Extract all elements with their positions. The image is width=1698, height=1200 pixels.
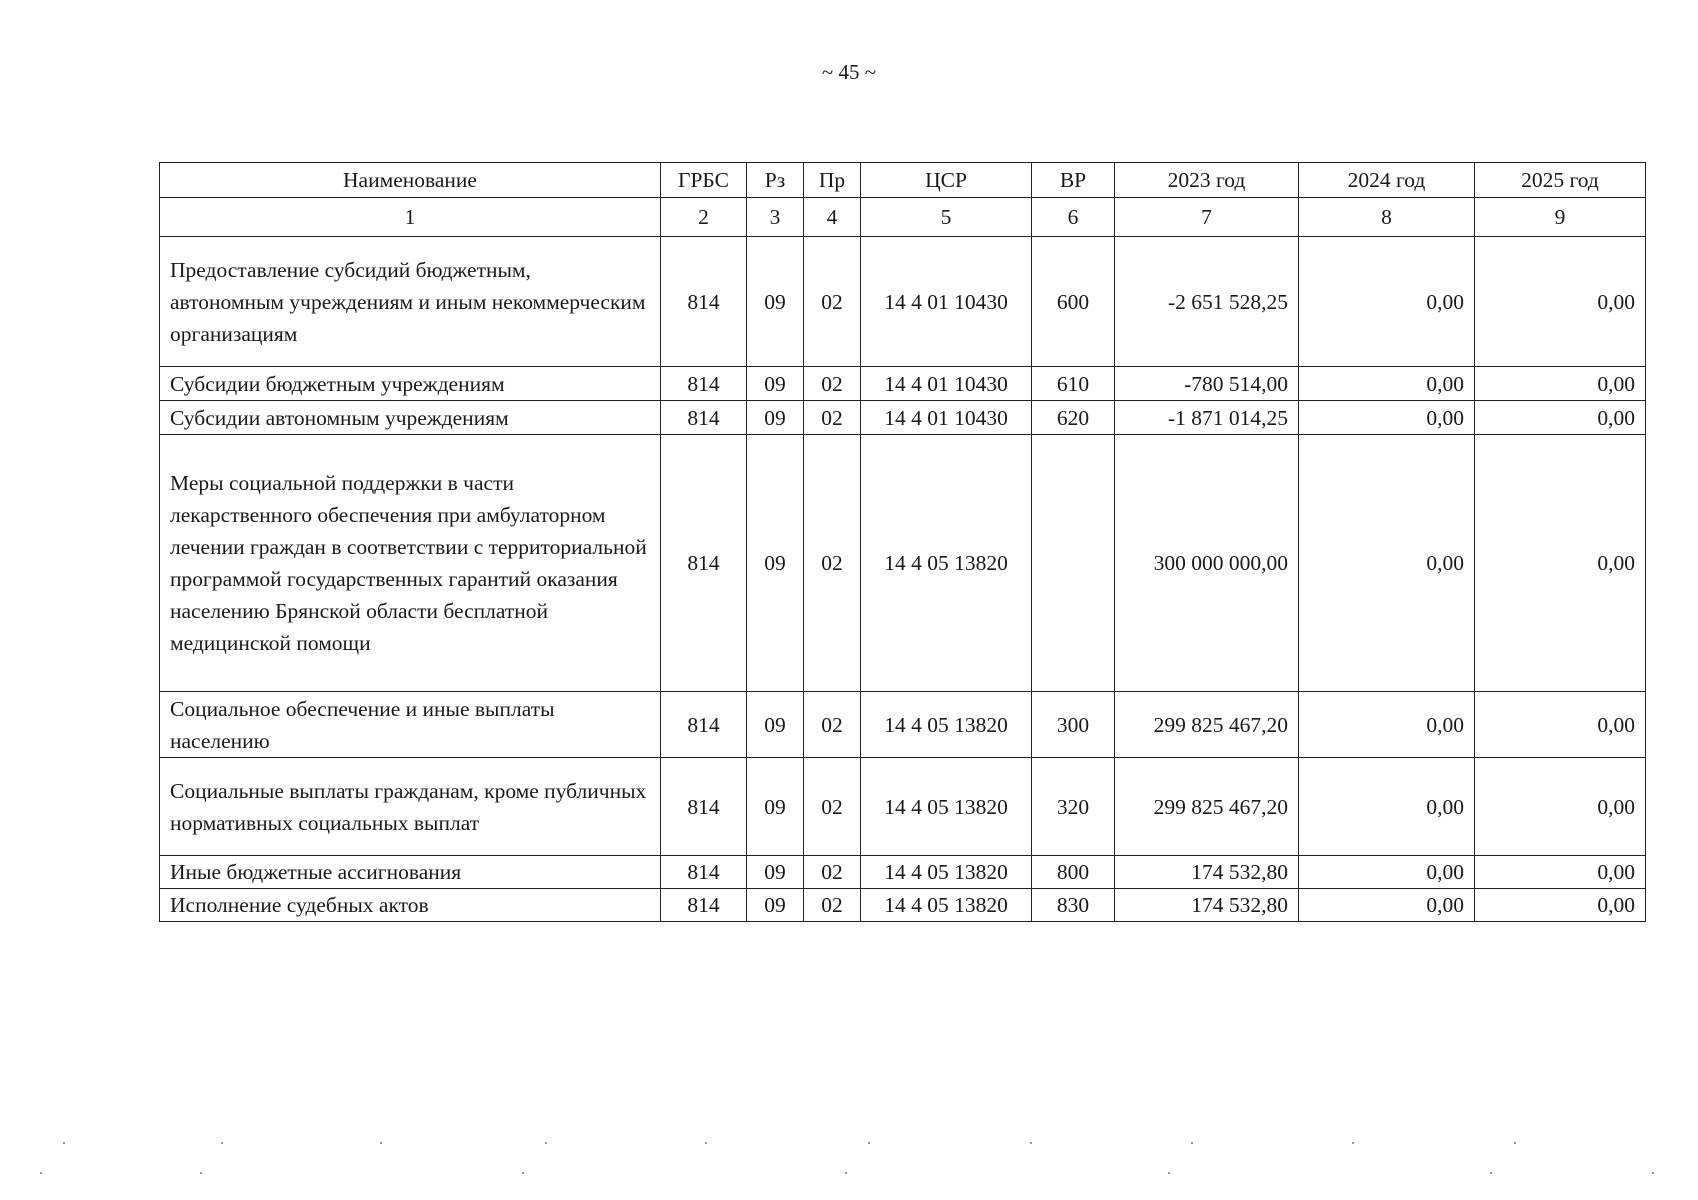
row-2024-value: 0,00 <box>1299 692 1475 758</box>
row-pr: 02 <box>804 692 861 758</box>
header-vr: ВР <box>1032 163 1115 198</box>
column-number: 3 <box>747 198 804 237</box>
row-grbs: 814 <box>661 889 747 922</box>
row-grbs: 814 <box>661 435 747 692</box>
scan-speck <box>1168 1172 1170 1174</box>
row-name: Исполнение судебных актов <box>160 889 661 922</box>
row-grbs: 814 <box>661 692 747 758</box>
column-number: 2 <box>661 198 747 237</box>
row-csr: 14 4 01 10430 <box>861 367 1032 401</box>
row-2023-value: 174 532,80 <box>1115 889 1299 922</box>
row-csr: 14 4 05 13820 <box>861 692 1032 758</box>
table-row <box>160 367 1646 401</box>
scan-speck <box>522 1172 524 1174</box>
row-pr: 02 <box>804 856 861 889</box>
row-rz: 09 <box>747 237 804 367</box>
scan-speck <box>1514 1142 1516 1144</box>
column-number: 8 <box>1299 198 1475 237</box>
row-vr: 300 <box>1032 692 1115 758</box>
scan-speck <box>63 1142 65 1144</box>
column-number: 4 <box>804 198 861 237</box>
scan-speck <box>845 1172 847 1174</box>
row-pr: 02 <box>804 435 861 692</box>
row-2024-value: 0,00 <box>1299 237 1475 367</box>
row-2024-value: 0,00 <box>1299 758 1475 856</box>
scan-speck <box>1191 1142 1193 1144</box>
table-row <box>160 758 1646 856</box>
row-csr: 14 4 05 13820 <box>861 758 1032 856</box>
row-grbs: 814 <box>661 367 747 401</box>
row-2023-value: -2 651 528,25 <box>1115 237 1299 367</box>
column-number: 1 <box>160 198 661 237</box>
row-name: Субсидии бюджетным учреждениям <box>160 367 661 401</box>
row-grbs: 814 <box>661 401 747 435</box>
row-2024-value: 0,00 <box>1299 367 1475 401</box>
header-2024: 2024 год <box>1299 163 1475 198</box>
scan-speck <box>40 1172 42 1174</box>
row-csr: 14 4 05 13820 <box>861 856 1032 889</box>
table-row <box>160 856 1646 889</box>
row-2023-value: -780 514,00 <box>1115 367 1299 401</box>
row-rz: 09 <box>747 889 804 922</box>
scan-speck <box>221 1142 223 1144</box>
row-vr: 800 <box>1032 856 1115 889</box>
page-number: ~ 45 ~ <box>821 60 877 84</box>
table-row <box>160 401 1646 435</box>
row-name: Меры социальной поддержки в части лекарственного обеспечения при амбулаторном лечении граждан в соответствии с территориальной программой государственных гарантий оказания населению Брянской области бесплатной медицинской помощи <box>160 435 661 692</box>
row-vr: 620 <box>1032 401 1115 435</box>
scan-speck <box>868 1142 870 1144</box>
row-name: Субсидии автономным учреждениям <box>160 401 661 435</box>
row-2025-value: 0,00 <box>1475 237 1646 367</box>
table-header-row <box>160 163 1646 198</box>
column-number-row <box>160 198 1646 237</box>
header-2023: 2023 год <box>1115 163 1299 198</box>
row-name: Социальное обеспечение и иные выплаты населению <box>160 692 661 758</box>
row-2025-value: 0,00 <box>1475 367 1646 401</box>
row-csr: 14 4 05 13820 <box>861 889 1032 922</box>
row-vr: 600 <box>1032 237 1115 367</box>
row-2024-value: 0,00 <box>1299 401 1475 435</box>
scan-speck <box>705 1142 707 1144</box>
table-row <box>160 692 1646 758</box>
row-vr <box>1032 435 1115 692</box>
scan-speck <box>1352 1142 1354 1144</box>
row-rz: 09 <box>747 856 804 889</box>
header-2025: 2025 год <box>1475 163 1646 198</box>
scan-speck <box>380 1142 382 1144</box>
row-name: Иные бюджетные ассигнования <box>160 856 661 889</box>
row-2025-value: 0,00 <box>1475 401 1646 435</box>
row-2025-value: 0,00 <box>1475 758 1646 856</box>
table-row <box>160 435 1646 692</box>
row-2023-value: 174 532,80 <box>1115 856 1299 889</box>
row-2024-value: 0,00 <box>1299 856 1475 889</box>
row-2025-value: 0,00 <box>1475 856 1646 889</box>
row-2023-value: 299 825 467,20 <box>1115 692 1299 758</box>
header-name: Наименование <box>160 163 661 198</box>
table-row <box>160 889 1646 922</box>
row-pr: 02 <box>804 758 861 856</box>
header-pr: Пр <box>804 163 861 198</box>
row-name: Социальные выплаты гражданам, кроме публичных нормативных социальных выплат <box>160 758 661 856</box>
row-name: Предоставление субсидий бюджетным, автономным учреждениям и иным некоммерческим организациям <box>160 237 661 367</box>
row-csr: 14 4 01 10430 <box>861 237 1032 367</box>
row-pr: 02 <box>804 889 861 922</box>
budget-table <box>159 162 1646 922</box>
row-pr: 02 <box>804 237 861 367</box>
column-number: 7 <box>1115 198 1299 237</box>
row-rz: 09 <box>747 692 804 758</box>
row-csr: 14 4 05 13820 <box>861 435 1032 692</box>
column-number: 9 <box>1475 198 1646 237</box>
row-pr: 02 <box>804 401 861 435</box>
scan-speck <box>545 1142 547 1144</box>
column-number: 5 <box>861 198 1032 237</box>
row-grbs: 814 <box>661 856 747 889</box>
row-2025-value: 0,00 <box>1475 435 1646 692</box>
row-csr: 14 4 01 10430 <box>861 401 1032 435</box>
header-grbs: ГРБС <box>661 163 747 198</box>
column-number: 6 <box>1032 198 1115 237</box>
row-rz: 09 <box>747 758 804 856</box>
row-rz: 09 <box>747 435 804 692</box>
scan-speck <box>1490 1172 1492 1174</box>
row-rz: 09 <box>747 401 804 435</box>
header-csr: ЦСР <box>861 163 1032 198</box>
row-vr: 830 <box>1032 889 1115 922</box>
row-grbs: 814 <box>661 237 747 367</box>
scan-speck <box>1030 1142 1032 1144</box>
scan-speck <box>1652 1172 1654 1174</box>
table-row <box>160 237 1646 367</box>
row-2025-value: 0,00 <box>1475 889 1646 922</box>
row-grbs: 814 <box>661 758 747 856</box>
row-2023-value: 300 000 000,00 <box>1115 435 1299 692</box>
row-vr: 610 <box>1032 367 1115 401</box>
row-2023-value: -1 871 014,25 <box>1115 401 1299 435</box>
row-pr: 02 <box>804 367 861 401</box>
scan-speck <box>200 1172 202 1174</box>
row-2024-value: 0,00 <box>1299 435 1475 692</box>
row-2024-value: 0,00 <box>1299 889 1475 922</box>
header-rz: Рз <box>747 163 804 198</box>
row-2025-value: 0,00 <box>1475 692 1646 758</box>
row-rz: 09 <box>747 367 804 401</box>
row-2023-value: 299 825 467,20 <box>1115 758 1299 856</box>
row-vr: 320 <box>1032 758 1115 856</box>
